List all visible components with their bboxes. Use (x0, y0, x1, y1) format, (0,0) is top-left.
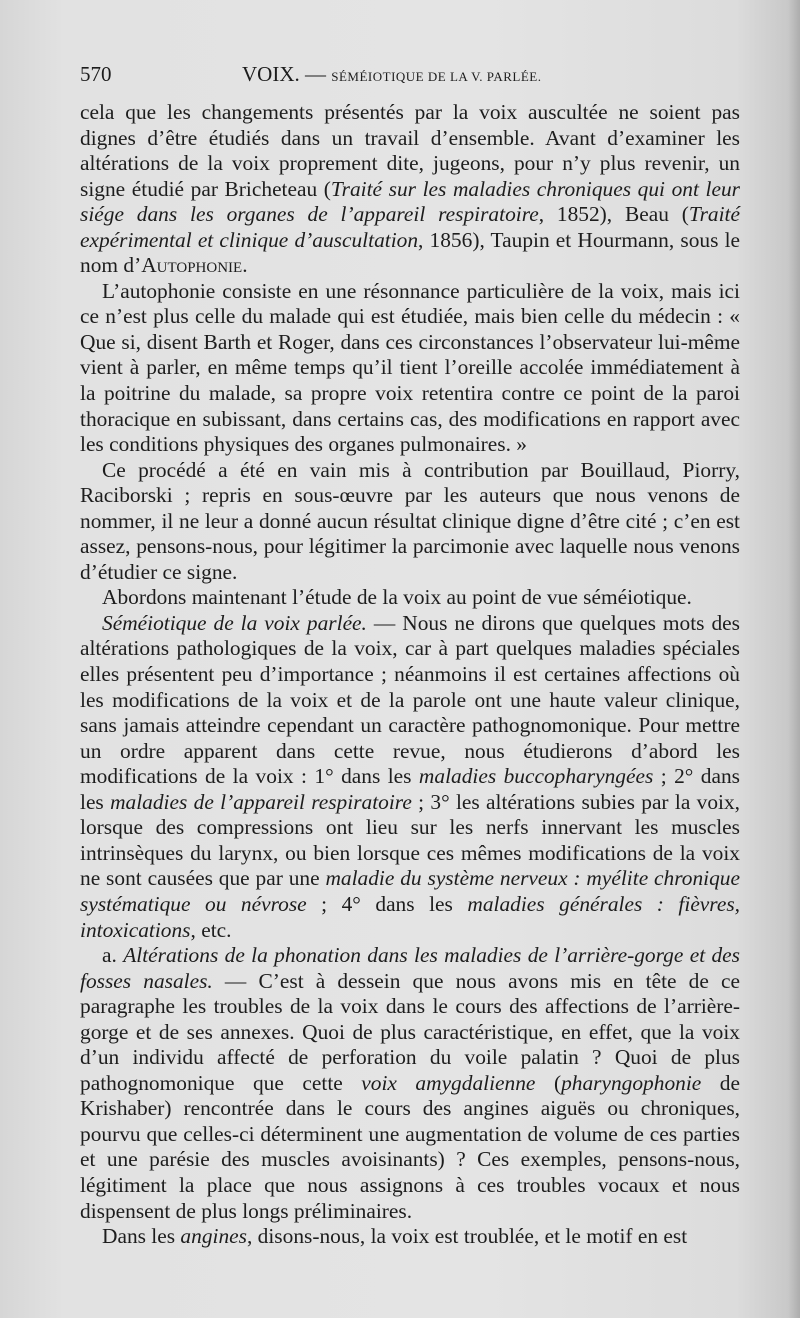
paragraph-alterations-phonation (80, 943, 740, 1224)
text-run: de Krishaber) rencontrée dans le cours des angines aiguës ou chroniques, pourvu que celles-ci déterminent une augmentation de volume de ces parties et une parésie des muscles avoisinants) ? Ces exemples, pensons-nous, légitiment la place que nous assignons à ces troubles vocaux et nous dispensent de plus longs préliminaires. (80, 1070, 740, 1223)
paragraph-bricheteau (80, 100, 740, 279)
text-run: . (242, 253, 248, 278)
section-heading: Altérations de la phonation dans les maladies de l’arrière-gorge et des fosses nasales. (80, 943, 740, 993)
paragraph-abordons: Abordons maintenant l’étude de la voix au point de vue séméiotique. (102, 585, 692, 610)
text-run: , 1856), Taupin et Hourmann, sous le nom d’ (80, 227, 740, 278)
running-separator: — (299, 62, 332, 86)
text-run: ; 2° dans les (80, 764, 740, 814)
page-number: 570 (80, 62, 112, 86)
paragraph-semeiotique (80, 611, 740, 943)
italic-title: Traité expérimental et clinique d’auscultation (80, 202, 740, 252)
paragraph-procede: Ce procédé a été en vain mis à contribution par Bouillaud, Piorry, Raciborski ; repris en sous-œuvre par les auteurs que nous venons de nommer, il ne leur a donné aucun résultat clinique digne d’être cité ; c’en est assez, pensons-nous, pour légitimer la parcimonie avec laquelle nous venons d’étudier ce signe. (80, 457, 740, 584)
text-run: , 1852), Beau ( (538, 202, 689, 227)
running-title: VOIX. (242, 62, 300, 86)
italic-term: angines (180, 1224, 247, 1249)
text-run: ( (535, 1070, 562, 1095)
text-run: ; 4° dans les (306, 891, 468, 916)
italic-title: Traité sur les maladies chroniques qui ont leur siége dans les organes de l’appareil respiratoire (80, 176, 741, 227)
text-run: , disons-nous, la voix est troublée, et le motif en est (246, 1224, 688, 1249)
italic-term: maladies de l’appareil respiratoire (110, 789, 412, 814)
text-run: cela que les changements présentés par la voix auscultée ne soient pas dignes d’être étudiés dans un travail d’ensemble. Avant d’examiner les altérations de la voix proprement dite, jugeons, pour n’y plus revenir, un signe étudié par Bricheteau ( (80, 100, 740, 201)
paragraph-angines (80, 1224, 740, 1250)
italic-term: pharyngophonie (561, 1070, 702, 1095)
running-subtitle: SÉMÉIOTIQUE DE LA V. PARLÉE. (331, 69, 542, 84)
paragraph-autophonie: L’autophonie consiste en une résonnance particulière de la voix, mais ici ce n’est plus celle du malade qui est étudiée, mais bien celle du médecin : « Que si, disent Barth et Roger, dans ces circonstances l’observateur lui-même vient à parler, en même temps qu’il tient l’oreille accolée immédiatement à la poitrine du malade, sa propre voix retentira contre ce point de la paroi thoracique en subissant, dans certains cas, des modifications en rapport avec les conditions physiques des organes pulmonaires. » (80, 278, 740, 457)
text-run: , etc. (190, 917, 232, 942)
italic-term: maladies buccopharyngées (418, 764, 654, 789)
page-header (80, 62, 740, 92)
italic-term: voix amygdalienne (361, 1070, 536, 1095)
section-heading: Séméiotique de la voix parlée. (102, 610, 367, 635)
page-edge-shadow (788, 0, 800, 1318)
text-run: a. (102, 943, 124, 968)
italic-term: maladies générales : fièvres, intoxications (80, 891, 741, 942)
text-run: ; 3° les altérations subies par la voix, lorsque des compressions ont lieu sur les nerfs innervant les muscles intrinsèques du larynx, ou bien lorsque ces mêmes modifications de la voix ne sont causées que par une (80, 789, 740, 891)
italic-term: maladie du système nerveux : myélite chronique systématique ou névrose (80, 866, 740, 916)
body-text (80, 100, 740, 1250)
text-run: — C’est à dessein que nous avons mis en tête de ce paragraphe les troubles de la voix dans le cours des affections de l’arrière-gorge et de ses annexes. Quoi de plus caractéristique, en effet, que la voix d’un individu affecté de perforation du voile palatin ? Quoi de plus pathognomonique que cette (80, 968, 740, 1095)
small-caps-term: Autophonie (141, 253, 243, 278)
running-head (242, 62, 541, 87)
text-run: — Nous ne dirons que quelques mots des altérations pathologiques de la voix, car à part quelques maladies spéciales elles présentent peu d’importance ; néanmoins il est certaines affections où les modifications de la voix et de la parole ont une haute valeur clinique, sans jamais atteindre cependant un caractère pathognomonique. Pour mettre un ordre apparent dans cette revue, nous étudierons d’abord les modifications de la voix : 1° dans les (80, 610, 740, 789)
text-run: Dans les (102, 1224, 181, 1249)
